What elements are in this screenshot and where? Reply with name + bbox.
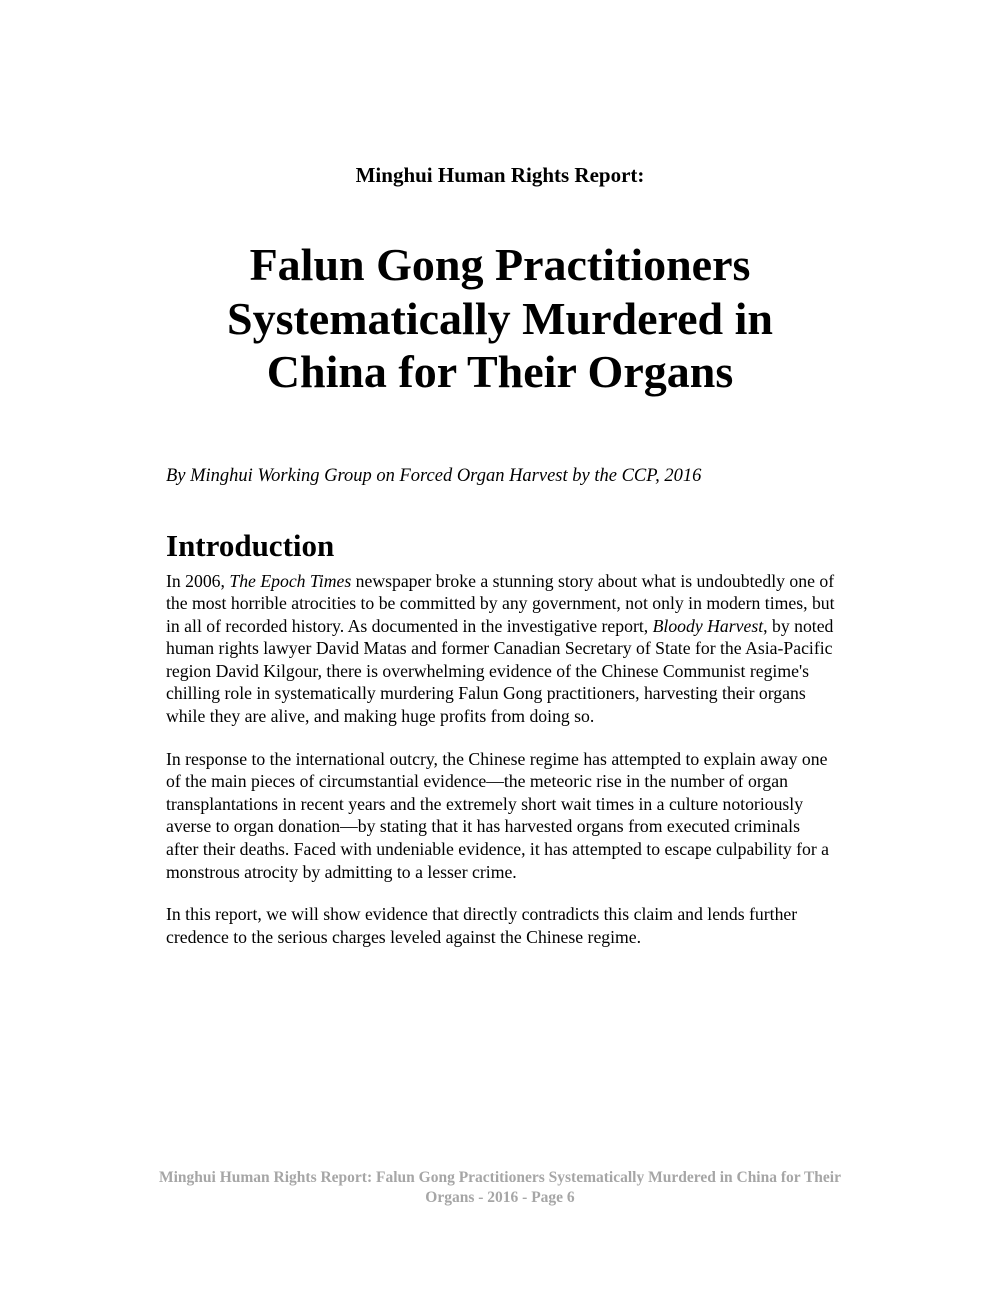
paragraph-text: newspaper broke a stunning story about what is undoubtedly one of the most horrible atrocities to be committed by any government, not only in modern times, but in all of recorded history. As documented in the investigative report, bbox=[166, 570, 835, 636]
italic-work-title: Bloody Harvest bbox=[652, 615, 764, 636]
paragraph bbox=[166, 748, 836, 884]
paragraph-text: In response to the international outcry, the Chinese regime has attempted to explain away one of the main pieces of circumstantial evidence—the meteoric rise in the number of organ transplantations in recent years and the extremely short wait times in a culture notoriously averse to organ donation—by stating that it has harvested organs from executed criminals after their deaths. Faced with undeniable evidence, it has attempted to escape culpability for a monstrous atrocity by admitting to a lesser crime. bbox=[166, 748, 830, 882]
page-footer-line-2: Organs - 2016 - Page 6 bbox=[425, 1189, 575, 1206]
document-title bbox=[0, 238, 1000, 399]
document-title-line-3: China for Their Organs bbox=[266, 346, 734, 397]
page-footer-line-1: Minghui Human Rights Report: Falun Gong Practitioners Systematically Murdered in China for Their bbox=[158, 1169, 841, 1186]
paragraph-text: , by noted human rights lawyer David Matas and former Canadian Secretary of State for the Asia-Pacific region David Kilgour, there is overwhelming evidence of the Chinese Communist regime's chilling role in systematically murdering Falun Gong practitioners, harvesting their organs while they are alive, and making huge profits from doing so. bbox=[166, 615, 834, 727]
document-title-line-2: Systematically Murdered in bbox=[227, 292, 773, 344]
document-title-line-1: Falun Gong Practitioners bbox=[249, 239, 751, 290]
paragraph-text: In this report, we will show evidence that directly contradicts this claim and lends further credence to the serious charges leveled against the Chinese regime. bbox=[166, 904, 798, 947]
page-footer bbox=[0, 1168, 1000, 1208]
section-heading-introduction: Introduction bbox=[166, 527, 335, 563]
report-series-header: Minghui Human Rights Report: bbox=[355, 163, 645, 187]
paragraph bbox=[166, 570, 836, 728]
paragraph-text: In 2006, bbox=[166, 570, 230, 591]
body-paragraphs bbox=[166, 570, 836, 949]
paragraph bbox=[166, 903, 836, 948]
italic-work-title: The Epoch Times bbox=[229, 570, 352, 591]
byline: By Minghui Working Group on Forced Organ Harvest by the CCP, 2016 bbox=[166, 465, 702, 486]
